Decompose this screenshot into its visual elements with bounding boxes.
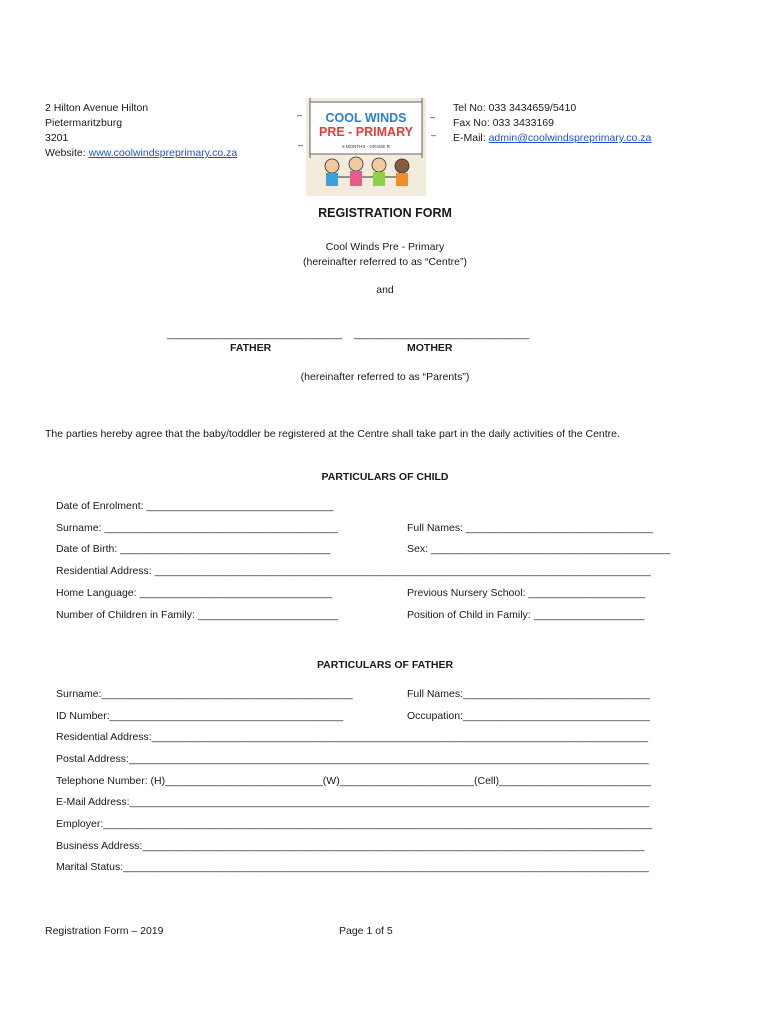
father-employer-field[interactable]: Employer:______________________________________________________________________________________________	[56, 818, 653, 830]
num-children-field[interactable]: Number of Children in Family: ________________________	[56, 609, 338, 621]
father-full-names-field[interactable]: Full Names:________________________________	[407, 688, 650, 700]
contact-block	[453, 101, 651, 146]
child-residential-field[interactable]: Residential Address: _____________________________________________________________________________________	[56, 565, 652, 577]
home-language-field[interactable]: Home Language: _________________________________	[56, 587, 333, 599]
logo-line-2: PRE - PRIMARY	[319, 125, 413, 139]
address-line-3: 3201	[45, 132, 69, 144]
child-full-names-field[interactable]: Full Names: ________________________________	[407, 522, 653, 534]
address-line-2: Pietermaritzburg	[45, 117, 123, 129]
child-surname-field[interactable]: Surname: ________________________________________	[56, 522, 339, 534]
father-surname-field[interactable]: Surname:___________________________________________	[56, 688, 353, 700]
child-sex-field[interactable]: Sex: _________________________________________	[407, 543, 671, 555]
child-heading: PARTICULARS OF CHILD	[321, 471, 449, 483]
father-marital-field[interactable]: Marital Status:__________________________________________________________________________________________	[56, 861, 649, 873]
father-occupation-field[interactable]: Occupation:________________________________	[407, 710, 650, 722]
previous-school-field[interactable]: Previous Nursery School: ____________________	[407, 587, 646, 599]
logo-dash-left-1: –	[297, 110, 303, 120]
school-logo	[292, 98, 440, 196]
address-line-1: 2 Hilton Avenue Hilton	[45, 102, 149, 114]
website-link[interactable]: www.coolwindspreprimary.co.za	[88, 147, 238, 159]
logo-dash-right-2: –	[431, 130, 437, 140]
enrolment-date-field[interactable]: Date of Enrolment: ________________________________	[56, 500, 334, 512]
form-title: REGISTRATION FORM	[318, 206, 452, 220]
logo-tagline: 6 MONTHS - GRADE R	[342, 144, 390, 149]
party-centre: Cool Winds Pre - Primary	[325, 241, 445, 253]
child-position-field[interactable]: Position of Child in Family: ___________________	[407, 609, 645, 621]
fax-number: Fax No: 033 3433169	[453, 117, 554, 129]
father-residential-field[interactable]: Residential Address:_____________________________________________________________________________________	[56, 731, 649, 743]
party-centre-note: (hereinafter referred to as “Centre”)	[303, 256, 467, 268]
father-telephone-field[interactable]: Telephone Number: (H)___________________________(W)_______________________(Cell)__________________________	[56, 775, 651, 787]
logo-line-1: COOL WINDS	[325, 111, 407, 125]
father-signature-line[interactable]: ______________________________	[167, 328, 343, 340]
tel-number: Tel No: 033 3434659/5410	[453, 102, 577, 114]
father-heading: PARTICULARS OF FATHER	[316, 659, 454, 671]
father-label: FATHER	[230, 342, 272, 354]
agreement-text: The parties hereby agree that the baby/toddler be registered at the Centre shall take part in the daily activities of the Centre.	[45, 428, 620, 440]
email-link[interactable]: admin@coolwindspreprimary.co.za	[488, 132, 652, 144]
and-text: and	[376, 284, 394, 296]
father-postal-field[interactable]: Postal Address:_________________________________________________________________________________________	[56, 753, 649, 765]
email-label: E-Mail:	[453, 132, 486, 144]
child-dob-field[interactable]: Date of Birth: ____________________________________	[56, 543, 331, 555]
father-business-field[interactable]: Business Address:______________________________________________________________________________________	[56, 840, 645, 852]
address-block	[45, 101, 237, 161]
logo-dash-left-2: –	[298, 140, 304, 150]
website-label: Website:	[45, 147, 86, 159]
father-email-field[interactable]: E-Mail Address:_________________________________________________________________________________________	[56, 796, 650, 808]
mother-signature-line[interactable]: ______________________________	[354, 328, 530, 340]
parents-note: (hereinafter referred to as “Parents”)	[300, 371, 470, 383]
footer-form-year: Registration Form – 2019	[45, 925, 164, 937]
footer-page-number: Page 1 of 5	[339, 925, 393, 937]
logo-dash-right-1: –	[430, 112, 436, 122]
website-line	[45, 146, 237, 161]
email-line	[453, 131, 651, 146]
father-id-field[interactable]: ID Number:________________________________________	[56, 710, 344, 722]
mother-label: MOTHER	[407, 342, 453, 354]
